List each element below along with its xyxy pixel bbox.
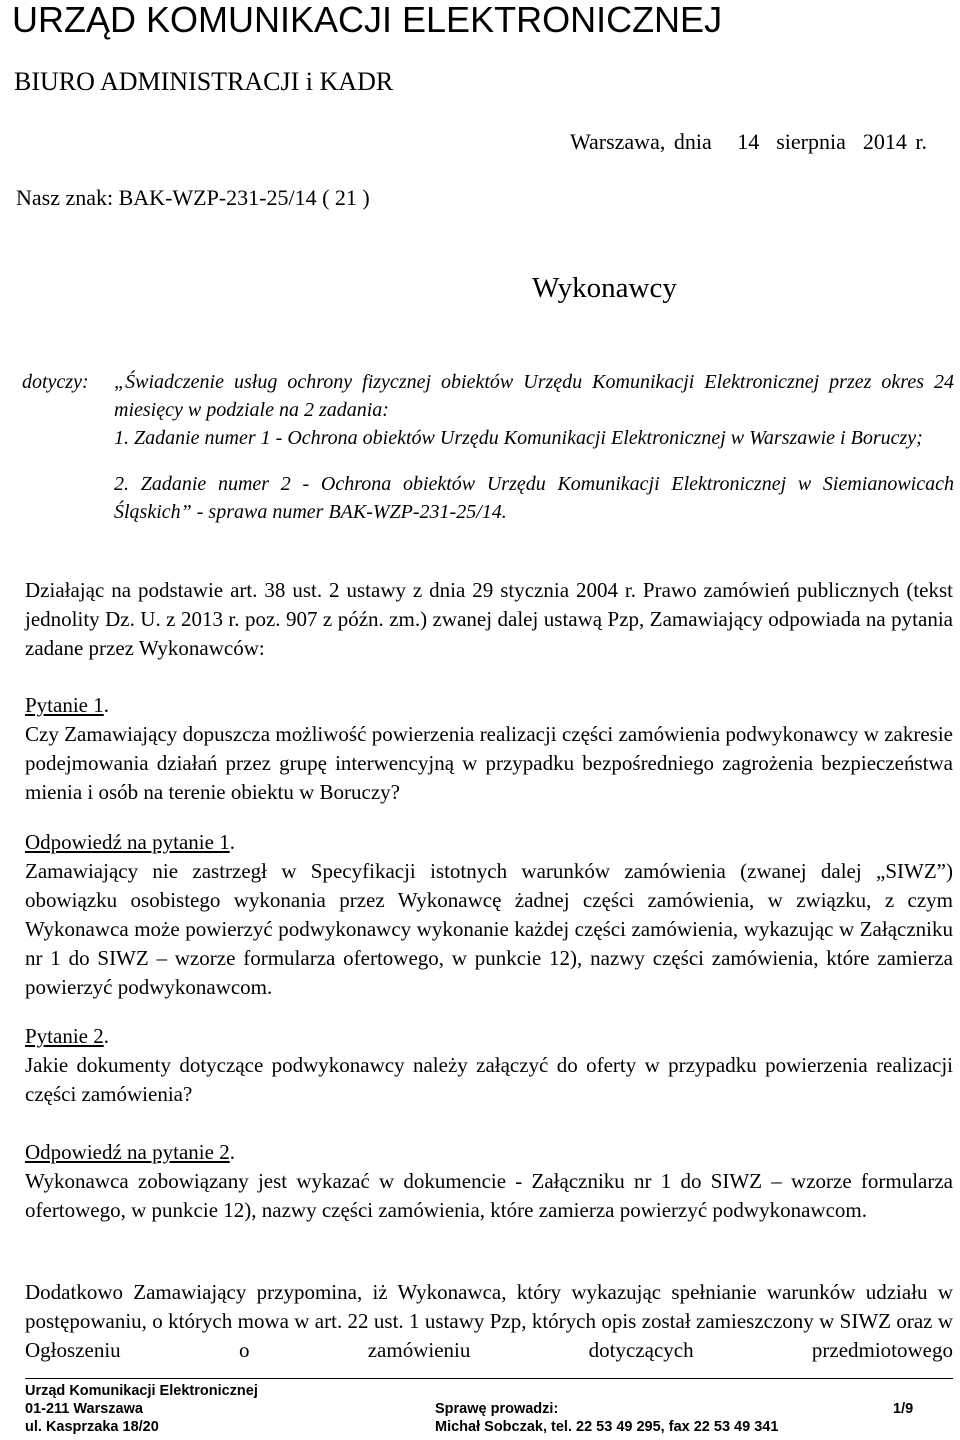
question-2: Pytanie 2. Jakie dokumenty dotyczące podwykonawcy należy załączyć do oferty w przypadku powierzenia realizacji części zamówienia? (25, 1022, 953, 1109)
closing-text: Dodatkowo Zamawiający przypomina, iż Wykonawca, który wykazując spełnianie warunków udziału w postępowaniu, o których mowa w art. 22 ust. 1 ustawy Pzp, których opis został zamieszczony w SIWZ oraz w Ogłoszeniu o zamówieniu dotyczących przedmiotowego (25, 1280, 953, 1362)
answer-2: Odpowiedź na pytanie 2. Wykonawca zobowiązany jest wykazać w dokumencie - Załączniku nr 1 do SIWZ – wzorze formularza ofertowego, w punkcie 12), nazwy części zamówienia, które zamierza powierzyć podwykonawcom. (25, 1138, 953, 1225)
page-number: 1/9 (893, 1401, 914, 1417)
intro-text: Działając na podstawie art. 38 ust. 2 ustawy z dnia 29 stycznia 2004 r. Prawo zamówień publicznych (tekst jednolity Dz. U. z 2013 r. poz. 907 z późn. zm.) zwanej dalej ustawą Pzp, Zamawiający odpowiada na pytania zadane przez Wykonawców: (25, 578, 953, 660)
question-1-text: Czy Zamawiający dopuszcza możliwość powierzenia realizacji części zamówienia podwykonawcy w zakresie podejmowania działań przez grupę interwencyjną w przypadku bezpośredniego zagrożenia bezpieczeństwa mienia i osób na terenie obiektu w Boruczy? (25, 722, 953, 804)
question-1: Pytanie 1. Czy Zamawiający dopuszcza możliwość powierzenia realizacji części zamówienia podwykonawcy w zakresie podejmowania działań przez grupę interwencyjną w przypadku bezpośredniego zagrożenia bezpieczeństwa mienia i osób na terenie obiektu w Boruczy? (25, 691, 953, 807)
footer-divider (25, 1378, 953, 1379)
footer-handler: Michał Sobczak, tel. 22 53 49 295, fax 22 53 49 341 (435, 1419, 779, 1435)
letter-date: Warszawa, dnia 14 sierpnia 2014 r. (570, 129, 927, 154)
footer-handler-label: Sprawę prowadzi: (435, 1401, 559, 1417)
subject-label: dotyczy: (22, 371, 89, 393)
subject-item-1 (114, 424, 954, 452)
subject-item-2 (114, 470, 954, 526)
question-2-text: Jakie dokumenty dotyczące podwykonawcy należy załączyć do oferty w przypadku powierzenia realizacji części zamówienia? (25, 1053, 953, 1106)
answer-2-label: Odpowiedź na pytanie 2 (25, 1140, 230, 1164)
question-2-label: Pytanie 2 (25, 1024, 104, 1048)
reference-number: Nasz znak: BAK-WZP-231-25/14 ( 21 ) (16, 185, 370, 210)
subject-line: „Świadczenie usług ochrony fizycznej obiektów Urzędu Komunikacji Elektronicznej przez okres 24 miesięcy w podziale na 2 zadania: (114, 371, 954, 421)
subject-block (114, 368, 954, 424)
answer-1-text: Zamawiający nie zastrzegł w Specyfikacji istotnych warunków zamówienia (zwanej dalej „SIWZ”) obowiązku osobistego wykonania przez Wykonawcę żadnej części zamówienia, w związku, z czym Wykonawca może powierzyć podwykonawcy wykonanie każdej części zamówienia, wykazując w Załączniku nr 1 do SIWZ – wzorze formularza ofertowego, w punkcie 12), nazwy części zamówienia, które zamierza powierzyć podwykonawcom. (25, 859, 953, 999)
answer-1-label: Odpowiedź na pytanie 1 (25, 830, 230, 854)
subject-item-1-text: 1. Zadanie numer 1 - Ochrona obiektów Urzędu Komunikacji Elektronicznej w Warszawie i Boruczy; (114, 427, 923, 449)
closing-paragraph (25, 1278, 953, 1365)
footer-org: Urząd Komunikacji Elektronicznej (25, 1383, 258, 1399)
answer-1: Odpowiedź na pytanie 1. Zamawiający nie zastrzegł w Specyfikacji istotnych warunków zamówienia (zwanej dalej „SIWZ”) obowiązku osobistego wykonania przez Wykonawcę żadnej części zamówienia, w związku, z czym Wykonawca może powierzyć podwykonawcy wykonanie każdej części zamówienia, wykazując w Załączniku nr 1 do SIWZ – wzorze formularza ofertowego, w punkcie 12), nazwy części zamówienia, które zamierza powierzyć podwykonawcom. (25, 828, 953, 1002)
addressee: Wykonawcy (532, 272, 677, 304)
answer-2-text: Wykonawca zobowiązany jest wykazać w dokumencie - Załączniku nr 1 do SIWZ – wzorze formularza ofertowego, w punkcie 12), nazwy części zamówienia, które zamierza powierzyć podwykonawcom. (25, 1169, 953, 1222)
department-title: BIURO ADMINISTRACJI i KADR (14, 67, 394, 96)
footer-street: ul. Kasprzaka 18/20 (25, 1419, 159, 1435)
footer-postal: 01-211 Warszawa (25, 1401, 143, 1417)
institution-title: URZĄD KOMUNIKACJI ELEKTRONICZNEJ (12, 0, 723, 40)
subject-item-2-text: 2. Zadanie numer 2 - Ochrona obiektów Urzędu Komunikacji Elektronicznej w Siemianowicach Śląskich” - sprawa numer BAK-WZP-231-25/14. (114, 473, 954, 523)
intro-paragraph (25, 576, 953, 663)
question-1-label: Pytanie 1 (25, 693, 104, 717)
